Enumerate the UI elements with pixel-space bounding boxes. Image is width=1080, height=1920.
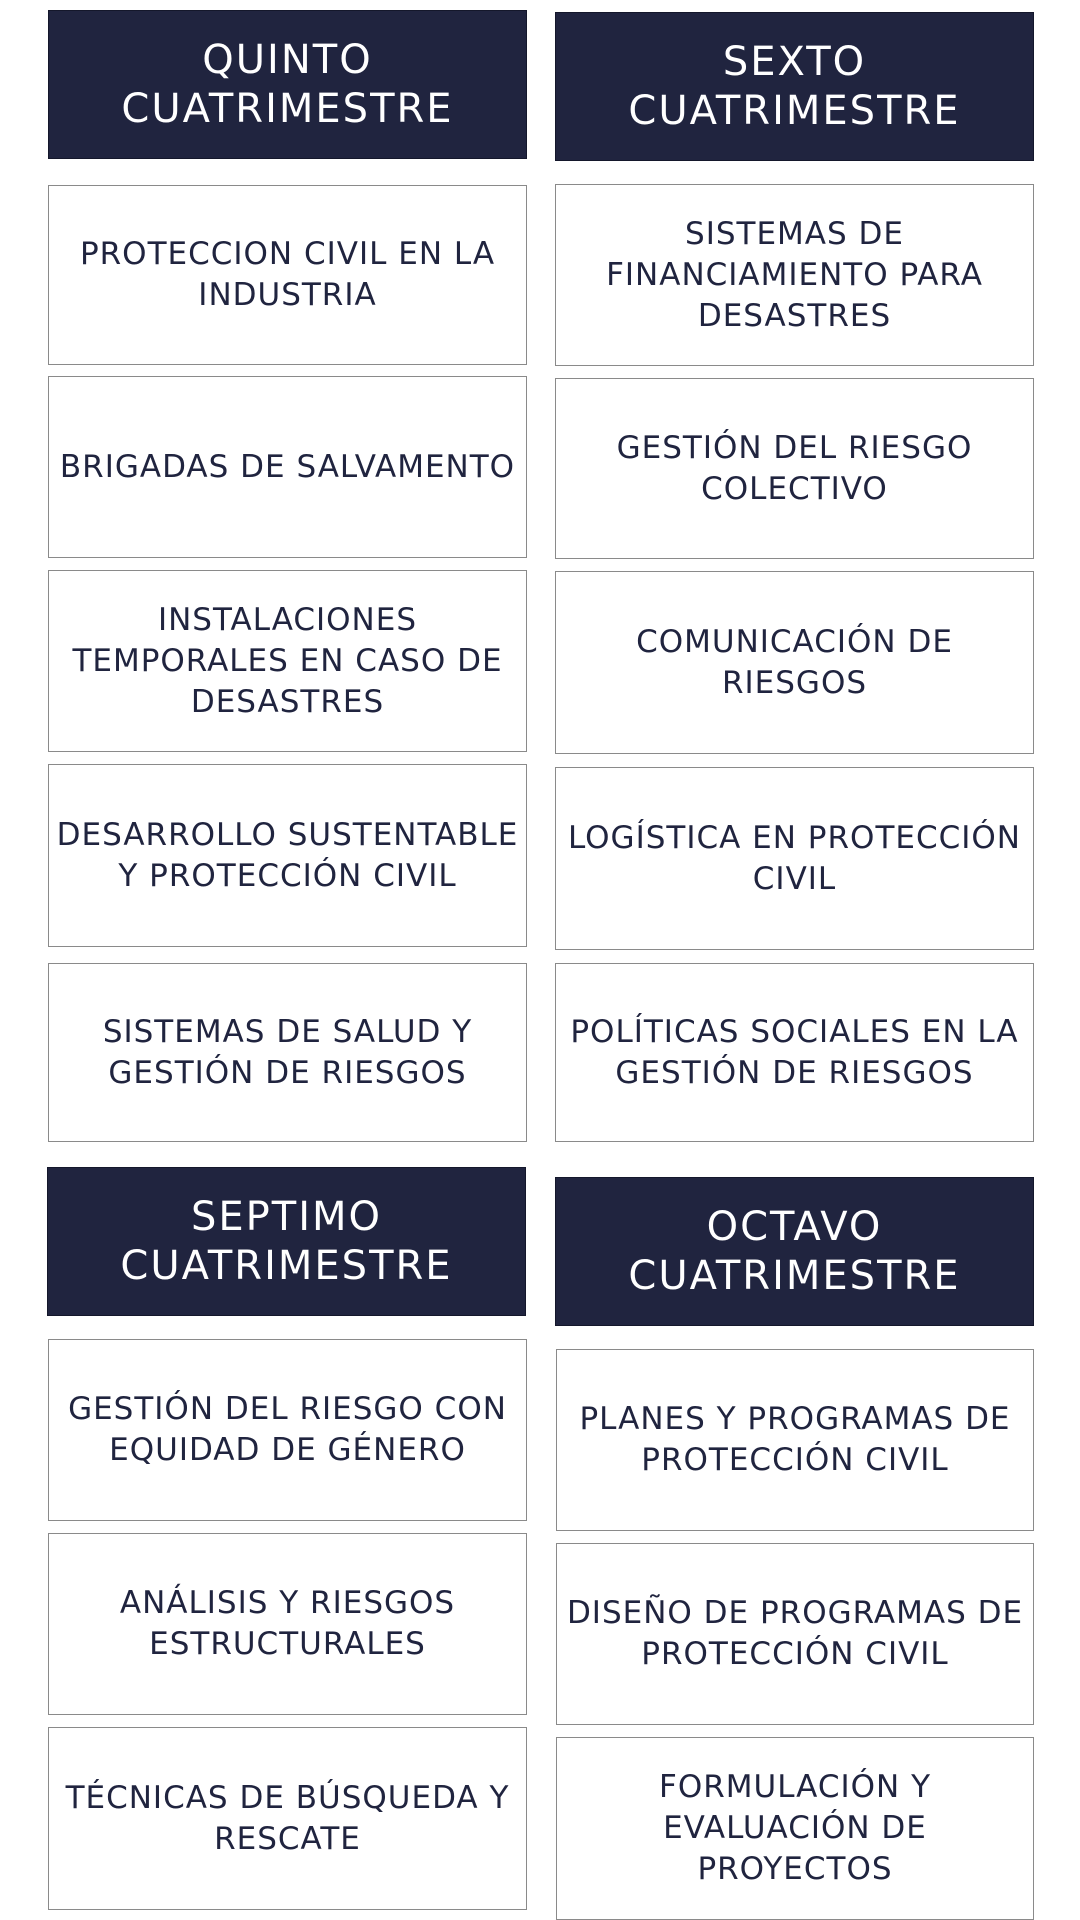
semester-title: SEXTO CUATRIMESTRE: [628, 38, 961, 134]
course-card: [48, 1727, 527, 1910]
semester-header-sexto: [555, 12, 1034, 161]
semester-header-septimo: [47, 1167, 526, 1316]
course-name: TÉCNICAS DE BÚSQUEDA Y RESCATE: [65, 1779, 510, 1857]
course-name: GESTIÓN DEL RIESGO COLECTIVO: [616, 429, 973, 507]
course-card: [555, 767, 1034, 950]
semester-title: QUINTO CUATRIMESTRE: [121, 36, 454, 132]
course-name: DISEÑO DE PROGRAMAS DE PROTECCIÓN CIVIL: [566, 1595, 1024, 1672]
course-name: ANÁLISIS Y RIESGOS ESTRUCTURALES: [119, 1585, 456, 1662]
course-card: [48, 185, 527, 365]
course-card: [48, 376, 527, 558]
course-card: [48, 570, 527, 752]
semester-title: OCTAVO CUATRIMESTRE: [628, 1203, 961, 1299]
course-name: FORMULACIÓN Y EVALUACIÓN DE PROYECTOS: [658, 1769, 932, 1887]
course-card: [48, 1339, 527, 1521]
semester-header-quinto: [48, 10, 527, 159]
course-card: [48, 1533, 527, 1715]
course-card: [556, 1543, 1034, 1725]
course-card: [555, 378, 1034, 559]
semester-title: SEPTIMO CUATRIMESTRE: [120, 1193, 453, 1289]
course-card: [556, 1737, 1034, 1920]
course-name: SISTEMAS DE SALUD Y GESTIÓN DE RIESGOS: [102, 1013, 473, 1091]
course-card: [48, 764, 527, 947]
course-name: INSTALACIONES TEMPORALES EN CASO DE DESASTRES: [72, 601, 503, 720]
course-name: DESARROLLO SUSTENTABLE Y PROTECCIÓN CIVIL: [56, 816, 519, 894]
course-name: POLÍTICAS SOCIALES EN LA GESTIÓN DE RIESGOS: [570, 1013, 1019, 1091]
course-card: [555, 963, 1034, 1142]
course-name: SISTEMAS DE FINANCIAMIENTO PARA DESASTRES: [606, 215, 983, 334]
course-name: PROTECCION CIVIL EN LA INDUSTRIA: [79, 236, 496, 313]
course-card: [555, 184, 1034, 366]
course-name: COMUNICACIÓN DE RIESGOS: [636, 623, 953, 701]
course-name: PLANES Y PROGRAMAS DE PROTECCIÓN CIVIL: [579, 1401, 1011, 1478]
course-name: BRIGADAS DE SALVAMENTO: [59, 448, 516, 485]
course-card: [48, 963, 527, 1142]
course-name: LOGÍSTICA EN PROTECCIÓN CIVIL: [567, 819, 1021, 897]
semester-header-octavo: [555, 1177, 1034, 1326]
course-card: [556, 1349, 1034, 1531]
course-card: [555, 571, 1034, 754]
course-name: GESTIÓN DEL RIESGO CON EQUIDAD DE GÉNERO: [68, 1391, 507, 1468]
